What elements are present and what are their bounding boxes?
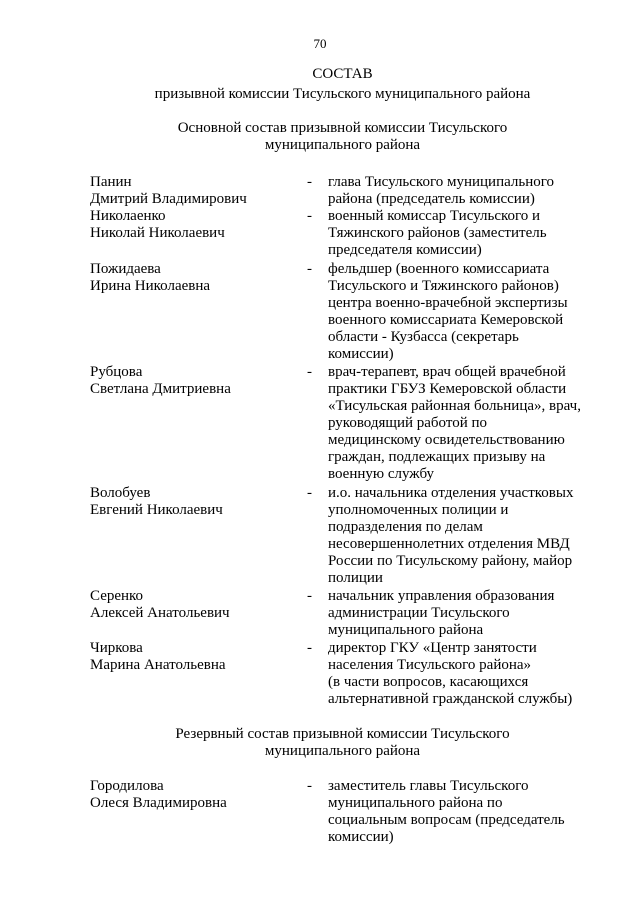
role-line: администрации Тисульского (328, 605, 510, 621)
member-surname: Серенко (90, 588, 144, 604)
member-dash: - (307, 588, 312, 604)
role-line: (в части вопросов, касающихся (328, 674, 529, 690)
member-surname: Николаенко (90, 208, 166, 224)
member-dash: - (307, 778, 312, 794)
member-name (90, 261, 300, 295)
member-role (328, 778, 588, 846)
member-surname: Городилова (90, 778, 164, 794)
page-number: 70 (313, 36, 327, 51)
role-line: муниципального района (328, 622, 484, 638)
role-line: социальным вопросам (председатель (328, 812, 565, 828)
member-dash: - (307, 208, 312, 224)
member-name (90, 364, 300, 398)
role-line: медицинскому освидетельствованию (328, 432, 565, 448)
member-role (328, 174, 588, 208)
member-name (90, 588, 300, 622)
member-role (328, 208, 588, 259)
reserve-section-heading (140, 726, 545, 760)
role-line: председателя комиссии) (328, 242, 482, 258)
role-line: граждан, подлежащих призыву на (328, 449, 546, 465)
role-line: и.о. начальника отделения участковых (328, 485, 574, 501)
document-subtitle: призывной комиссии Тисульского муниципального района (154, 86, 531, 102)
role-line: населения Тисульского района» (328, 657, 532, 673)
member-dash: - (307, 364, 312, 380)
member-surname: Пожидаева (90, 261, 161, 277)
member-given-name: Олеся Владимировна (90, 795, 227, 811)
main-heading-line: муниципального района (264, 137, 421, 153)
role-line: начальник управления образования (328, 588, 555, 604)
role-line: директор ГКУ «Центр занятости (328, 640, 537, 656)
reserve-heading-line: Резервный состав призывной комиссии Тисульского (175, 726, 510, 742)
main-heading-line: Основной состав призывной комиссии Тисульского (177, 120, 508, 136)
member-name (90, 174, 300, 208)
member-surname: Чиркова (90, 640, 143, 656)
member-role (328, 261, 588, 363)
role-line: полиции (328, 570, 383, 586)
role-line: комиссии) (328, 829, 394, 845)
role-line: Тисульского и Тяжинского районов) (328, 278, 559, 294)
role-line: «Тисульская районная больница», врач, (328, 398, 581, 414)
role-line: военную службу (328, 466, 435, 482)
role-line: практики ГБУЗ Кемеровской области (328, 381, 567, 397)
member-given-name: Ирина Николаевна (90, 278, 211, 294)
role-line: несовершеннолетних отделения МВД (328, 536, 570, 552)
member-name (90, 778, 300, 812)
role-line: врач-терапевт, врач общей врачебной (328, 364, 566, 380)
role-line: альтернативной гражданской службы) (328, 691, 573, 707)
member-name (90, 208, 300, 242)
member-role (328, 640, 588, 708)
member-name (90, 485, 300, 519)
role-line: военного комиссариата Кемеровской (328, 312, 564, 328)
reserve-heading-line: муниципального района (264, 743, 421, 759)
member-given-name: Дмитрий Владимирович (90, 191, 247, 207)
member-surname: Панин (90, 174, 132, 190)
member-given-name: Николай Николаевич (90, 225, 225, 241)
member-given-name: Марина Анатольевна (90, 657, 226, 673)
role-line: уполномоченных полиции и (328, 502, 509, 518)
member-role (328, 364, 588, 483)
role-line: центра военно-врачебной экспертизы (328, 295, 568, 311)
member-dash: - (307, 174, 312, 190)
role-line: фельдшер (военного комиссариата (328, 261, 550, 277)
role-line: заместитель главы Тисульского (328, 778, 529, 794)
document-title: СОСТАВ (312, 66, 373, 82)
member-role (328, 588, 588, 639)
role-line: России по Тисульскому району, майор (328, 553, 573, 569)
role-line: руководящий работой по (328, 415, 488, 431)
role-line: области - Кузбасса (секретарь (328, 329, 519, 345)
member-given-name: Евгений Николаевич (90, 502, 223, 518)
role-line: района (председатель комиссии) (328, 191, 535, 207)
member-surname: Волобуев (90, 485, 151, 501)
member-given-name: Светлана Дмитриевна (90, 381, 231, 397)
member-surname: Рубцова (90, 364, 143, 380)
role-line: Тяжинского районов (заместитель (328, 225, 547, 241)
role-line: подразделения по делам (328, 519, 483, 535)
role-line: муниципального района по (328, 795, 503, 811)
member-dash: - (307, 640, 312, 656)
main-section-heading (140, 120, 545, 154)
member-dash: - (307, 261, 312, 277)
member-dash: - (307, 485, 312, 501)
member-role (328, 485, 588, 587)
member-name (90, 640, 300, 674)
role-line: комиссии) (328, 346, 394, 362)
role-line: военный комиссар Тисульского и (328, 208, 541, 224)
role-line: глава Тисульского муниципального (328, 174, 555, 190)
member-given-name: Алексей Анатольевич (90, 605, 230, 621)
